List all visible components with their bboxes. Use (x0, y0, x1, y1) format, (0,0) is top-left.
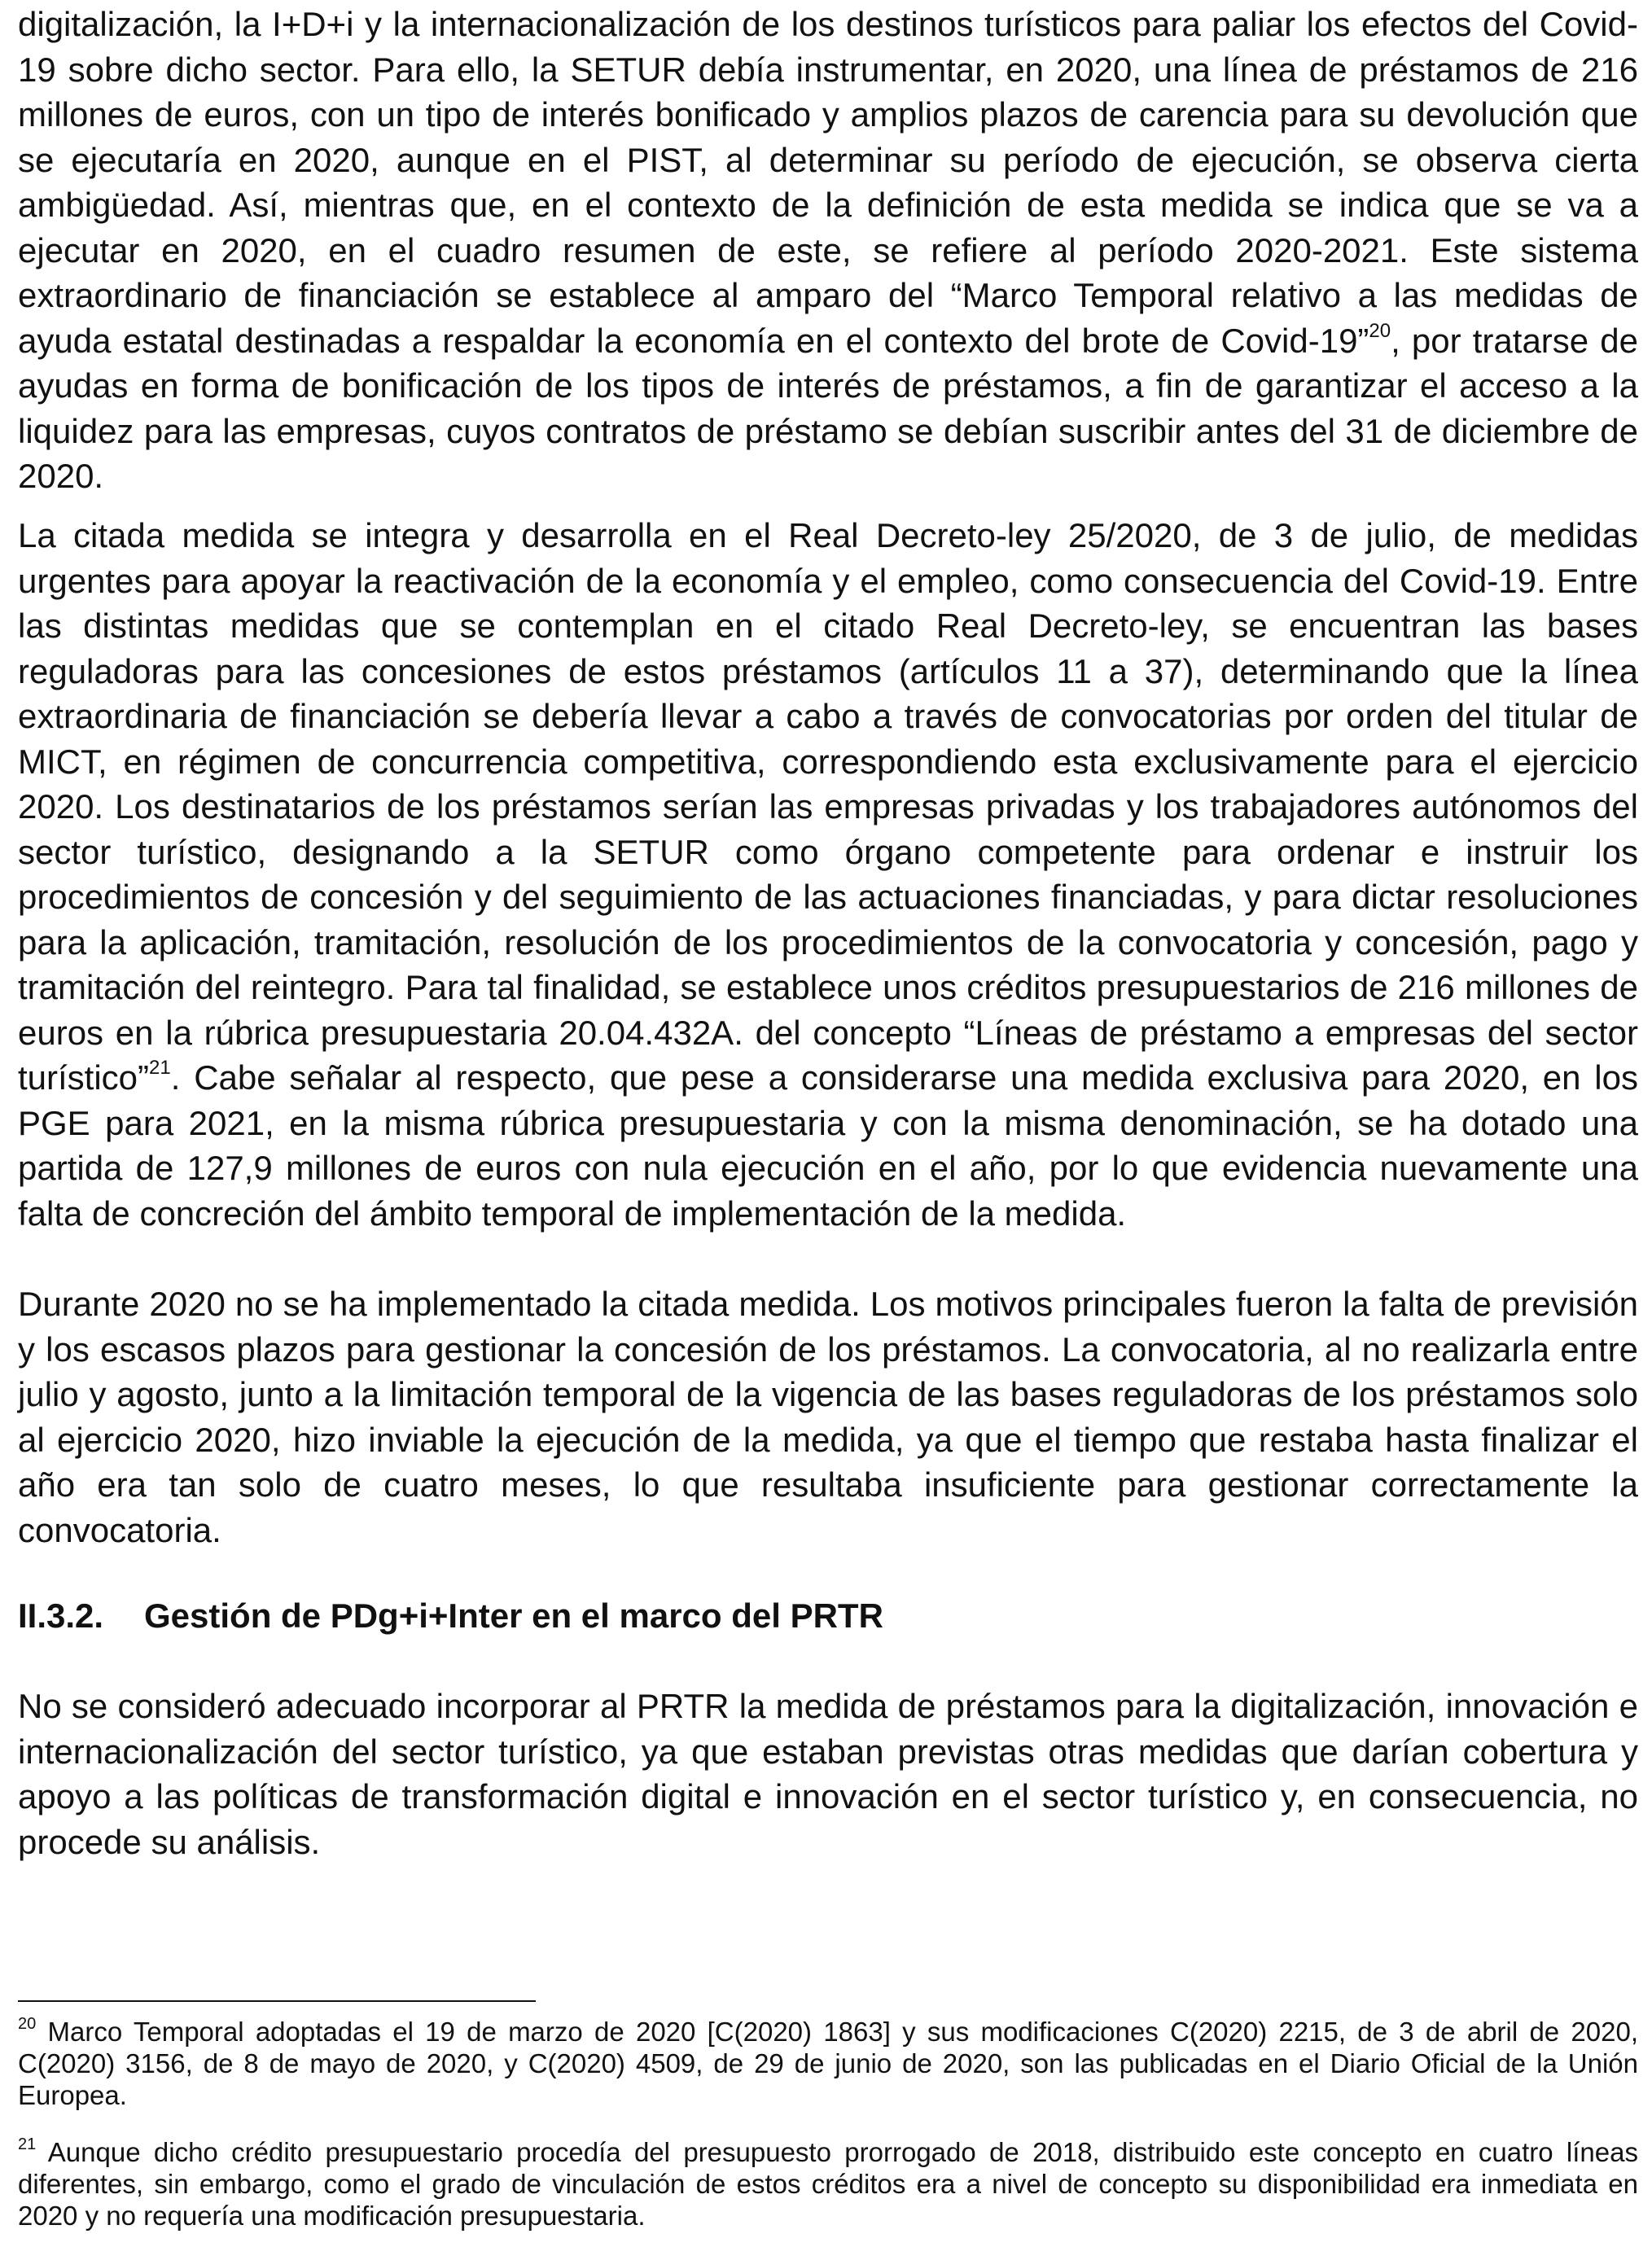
section-title: Gestión de PDg+i+Inter en el marco del PRTR (144, 1596, 883, 1635)
footnote-reference[interactable]: 21 (149, 1057, 171, 1079)
paragraph-text: La citada medida se integra y desarrolla en el Real Decreto-ley 25/2020, de 3 de julio, de medidas urgentes para apoyar la reactivación de la economía y el empleo, como consecuencia del Covid-19. Entre las distintas medidas que se contemplan en el citado Real Decreto-ley, se encuentran las bases reguladoras para las concesiones de estos préstamos (artículos 11 a 37), determinando que la línea extraordinaria de financiación se debería llevar a cabo a través de convocatorias por orden del titular de MICT, en régimen de concurrencia competitiva, correspondiendo esta exclusivamente para el ejercicio 2020. Los destinatarios de los préstamos serían las empresas privadas y los trabajadores autónomos del sector turístico, designando a la SETUR como órgano competente para ordenar e instruir los procedimientos de concesión y del seguimiento de las actuaciones financiadas, y para dictar resoluciones para la aplicación, tramitación, resolución de los procedimientos de la convocatoria y concesión, pago y tramitación del reintegro. Para tal finalidad, se establece unos créditos presupuestarios de 216 millones de euros en la rúbrica presupuestaria 20.04.432A. del concepto “Líneas de préstamo a empresas del sector turístico” (18, 516, 1638, 1097)
paragraph-text: , por tratarse de ayudas en forma de bonificación de los tipos de interés de préstamos, a fin de garantizar el acceso a la liquidez para las empresas, cuyos contratos de préstamo se debían suscribir antes del 31 de diciembre de 2020. (18, 321, 1639, 495)
footnote-reference[interactable]: 20 (1369, 319, 1391, 342)
footnote (18, 2016, 1638, 2111)
body-paragraph (18, 2, 1638, 499)
footnote-text: Aunque dicho crédito presupuestario procedía del presupuesto prorrogado de 2018, distribuido este concepto en cuatro líneas diferentes, sin embargo, como el grado de vinculación de estos créditos era a nivel de concepto su disponibilidad era inmediata en 2020 y no requería una modificación presupuestaria. (18, 2137, 1638, 2231)
section-heading (18, 1593, 1638, 1638)
paragraph-text: No se consideró adecuado incorporar al PRTR la medida de préstamos para la digitalización, innovación e internacionalización del sector turístico, ya que estaban previstas otras medidas que darían cobertura y apoyo a las políticas de transformación digital e innovación en el sector turístico y, en consecuencia, no procede su análisis. (18, 1687, 1638, 1861)
paragraph-text: digitalización, la I+D+i y la internacionalización de los destinos turísticos para paliar los efectos del Covid-19 sobre dicho sector. Para ello, la SETUR debía instrumentar, en 2020, una línea de préstamos de 216 millones de euros, con un tipo de interés bonificado y amplios plazos de carencia para su devolución que se ejecutaría en 2020, aunque en el PIST, al determinar su período de ejecución, se observa cierta ambigüedad. Así, mientras que, en el contexto de la definición de esta medida se indica que se va a ejecutar en 2020, en el cuadro resumen de este, se refiere al período 2020-2021. Este sistema extraordinario de financiación se establece al amparo del “Marco Temporal relativo a las medidas de ayuda estatal destinadas a respaldar la economía en el contexto del brote de Covid-19” (18, 5, 1638, 360)
footnote-number: 20 (18, 2015, 37, 2033)
footnote-text: Marco Temporal adoptadas el 19 de marzo de 2020 [C(2020) 1863] y sus modificaciones C(2020) 2215, de 3 de abril de 2020, C(2020) 3156, de 8 de mayo de 2020, y C(2020) 4509, de 29 de junio de 2020, son las publicadas en el Diario Oficial de la Unión Europea. (18, 2017, 1638, 2110)
section-number: II.3.2. (18, 1596, 104, 1635)
body-paragraph (18, 1684, 1638, 1864)
body-paragraph (18, 1281, 1638, 1553)
body-paragraph (18, 513, 1638, 1236)
paragraph-text: Durante 2020 no se ha implementado la citada medida. Los motivos principales fueron la falta de previsión y los escasos plazos para gestionar la concesión de los préstamos. La convocatoria, al no realizarla entre julio y agosto, junto a la limitación temporal de la vigencia de las bases reguladoras de los préstamos solo al ejercicio 2020, hizo inviable la ejecución de la medida, ya que el tiempo que restaba hasta finalizar el año era tan solo de cuatro meses, lo que resultaba insuficiente para gestionar correctamente la convocatoria. (18, 1285, 1638, 1549)
footnote-separator (18, 2000, 536, 2002)
paragraph-text: . Cabe señalar al respecto, que pese a considerarse una medida exclusiva para 2020, en los PGE para 2021, en la misma rúbrica presupuestaria y con la misma denominación, se ha dotado una partida de 127,9 millones de euros con nula ejecución en el año, por lo que evidencia nuevamente una falta de concreción del ámbito temporal de implementación de la medida. (18, 1058, 1638, 1233)
footnote-number: 21 (18, 2135, 37, 2153)
footnote (18, 2136, 1638, 2232)
